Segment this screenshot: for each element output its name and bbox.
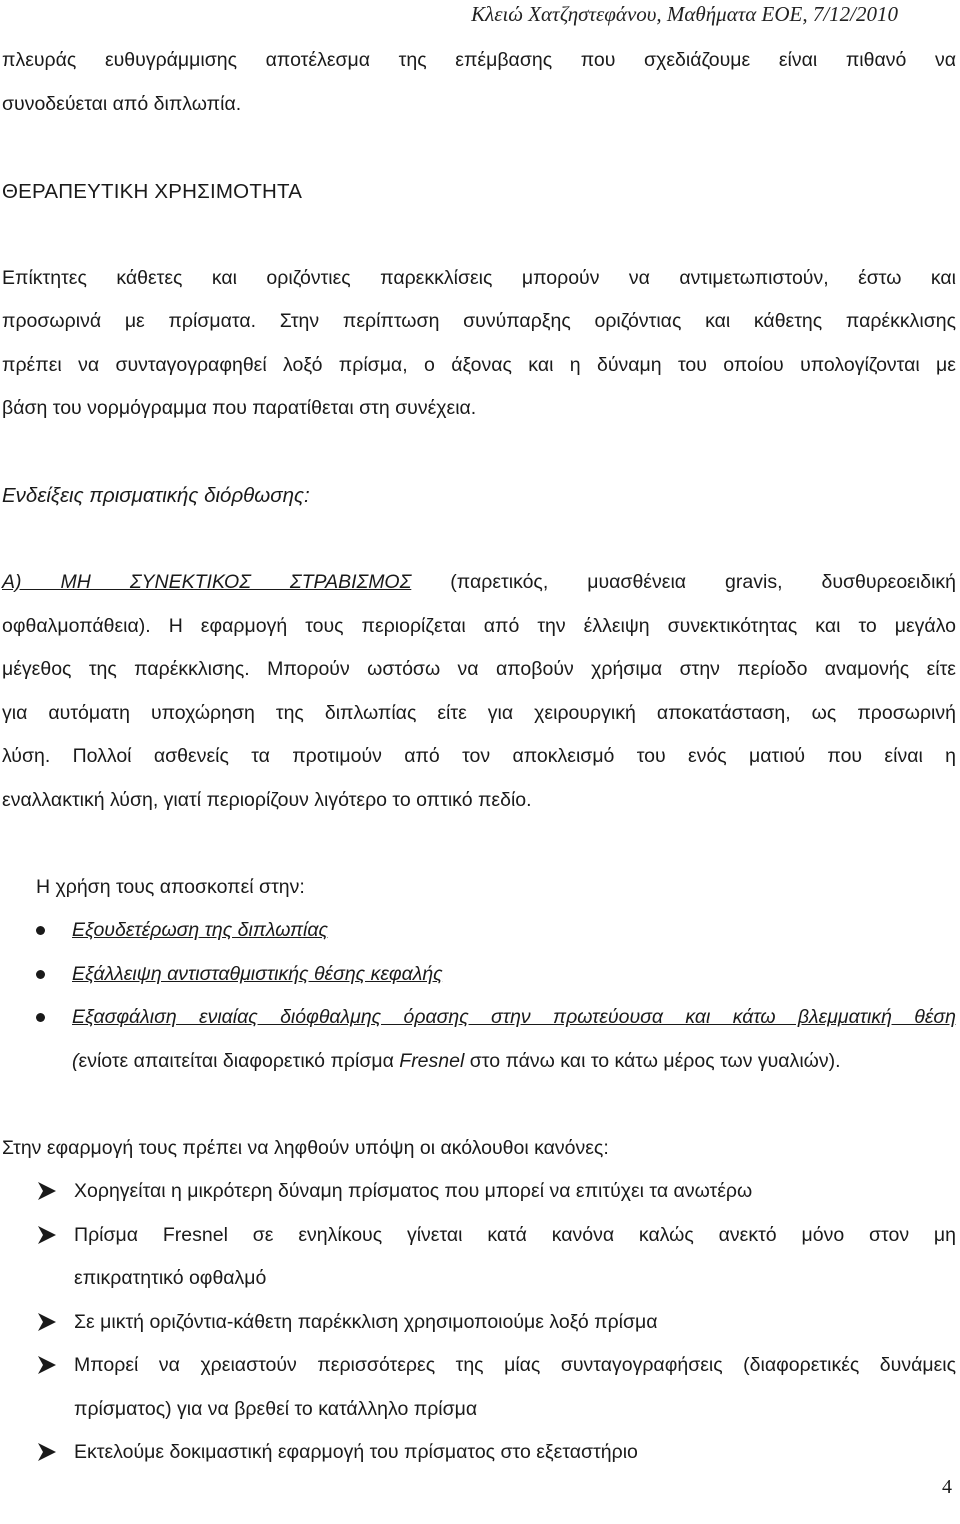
arrowhead-icon — [36, 1312, 58, 1332]
bullet-dot-icon — [36, 926, 45, 935]
spacer — [2, 431, 956, 475]
rule-item — [2, 1214, 956, 1258]
bullet-dot-icon — [36, 970, 45, 979]
paragraph-line: προσωρινά με πρίσματα. Στην περίπτωση συνύπαρξης οριζόντιας και κάθετης παρέκκλισης — [2, 310, 956, 332]
section-heading-therapeutic: ΘΕΡΑΠΕΥΤΙΚΗ ΧΡΗΣΙΜΟΤΗΤΑ — [2, 179, 303, 203]
aim-note-fresnel: Fresnel — [399, 1049, 465, 1072]
aim-item — [2, 953, 956, 997]
rule-item — [2, 1301, 956, 1345]
rule-item — [2, 1431, 956, 1475]
arrowhead-icon — [36, 1355, 58, 1375]
aim-item — [2, 996, 956, 1040]
rule-item — [2, 1344, 956, 1388]
aim-item — [2, 909, 956, 953]
paragraph-line: για αυτόματη υποχώρηση της διπλωπίας είτε για χειρουργική αποκατάσταση, ως προσωρινή — [2, 701, 956, 724]
section-heading-indications: Ενδείξεις πρισματικής διόρθωσης: — [2, 484, 310, 507]
bullet-dot-icon — [36, 1013, 45, 1022]
spacer — [2, 518, 956, 562]
rule-text: Σε μικτή οριζόντια-κάθετη παρέκκλιση χρησιμοποιούμε λοξό πρίσμα — [74, 1310, 658, 1333]
paragraph-line: λύση. Πολλοί ασθενείς τα προτιμούν από τον αποκλεισμό του ενός ματιού που είναι η — [2, 745, 956, 767]
aim-item-continuation — [2, 1040, 956, 1084]
rule-text: Εκτελούμε δοκιμαστική εφαρμογή του πρίσματος στο εξεταστήριο — [74, 1441, 638, 1463]
section-a-line1-rest: (παρετικός, μυασθένεια gravis, δυσθυρεοειδική — [411, 571, 956, 593]
paragraph-line: πρέπει να συνταγογραφηθεί λοξό πρίσμα, ο άξονας και η δύναμη του οποίου υπολογίζονται με — [2, 353, 956, 376]
spacer — [2, 213, 956, 257]
aim-note-a: ενίοτε απαιτείται διαφορετικό πρίσμα — [78, 1049, 400, 1072]
section-a-first-line — [2, 561, 956, 605]
paragraph-line: οφθαλμοπάθεια). Η εφαρμογή τους περιορίζεται από την έλλειψη συνεκτικότητας και το μεγάλο — [2, 614, 956, 637]
spacer — [2, 1083, 956, 1127]
paragraph-line: πλευράς ευθυγράμμισης αποτέλεσμα της επέμβασης που σχεδιάζουμε είναι πιθανό να — [2, 49, 956, 71]
paragraph-line: βάση του νορμόγραμμα που παρατίθεται στη συνέχεια. — [2, 397, 477, 419]
spacer — [2, 822, 956, 866]
arrowhead-icon — [36, 1181, 58, 1201]
rule-item-continuation: πρίσματος) για να βρεθεί το κατάλληλο πρίσμα — [74, 1397, 478, 1420]
rule-item-continuation: επικρατητικό οφθαλμό — [74, 1267, 267, 1289]
rule-item — [2, 1170, 956, 1214]
rule-text: Πρίσμα Fresnel σε ενηλίκους γίνεται κατά κανόνα καλώς ανεκτό μόνο στον μη — [74, 1223, 956, 1246]
arrowhead-icon — [36, 1442, 58, 1462]
aim-text: Εξασφάλιση ενιαίας διόφθαλμης όρασης στην πρωτεύουσα και κάτω βλεμματική θέση — [72, 1006, 956, 1028]
section-a-title: Α) ΜΗ ΣΥΝΕΚΤΙΚΟΣ ΣΤΡΑΒΙΣΜΟΣ — [2, 571, 412, 593]
paragraph-line: συνοδεύεται από διπλωπία. — [2, 92, 242, 115]
paragraph-line: μέγεθος της παρέκκλισης. Μπορούν ωστόσω να αποβούν χρήσιμα στην περίοδο αναμονής είτε — [2, 658, 956, 680]
aim-note-b: στο πάνω και το κάτω μέρος των γυαλιών). — [464, 1049, 841, 1072]
aim-text: Εξάλλειψη αντισταθμιστικής θέσης κεφαλής — [72, 962, 443, 985]
aims-intro: Η χρήση τους αποσκοπεί στην: — [36, 875, 305, 898]
paren-open: ( — [72, 1049, 79, 1072]
aim-text: Εξουδετέρωση της διπλωπίας — [72, 919, 328, 941]
rules-intro: Στην εφαρμογή τους πρέπει να ληφθούν υπόψη οι ακόλουθοι κανόνες: — [2, 1136, 609, 1159]
rule-text: Μπορεί να χρειαστούν περισσότερες της μίας συνταγογραφήσεις (διαφορετικές δυνάμεις — [74, 1354, 956, 1376]
page-number: 4 — [942, 1476, 952, 1498]
paragraph-line: εναλλακτική λύση, γιατί περιορίζουν λιγότερο το οπτικό πεδίο. — [2, 788, 532, 811]
running-header: Κλειώ Χατζηστεφάνου, Μαθήματα ΕΟΕ, 7/12/2010 — [471, 2, 898, 26]
rule-text: Χορηγείται η μικρότερη δύναμη πρίσματος που μπορεί να επιτύχει τα ανωτέρω — [74, 1180, 753, 1202]
page-content — [2, 39, 956, 1475]
paragraph-line: Επίκτητες κάθετες και οριζόντιες παρεκκλίσεις μπορούν να αντιμετωπιστούν, έστω και — [2, 266, 956, 289]
arrowhead-icon — [36, 1225, 58, 1245]
spacer — [2, 126, 956, 170]
